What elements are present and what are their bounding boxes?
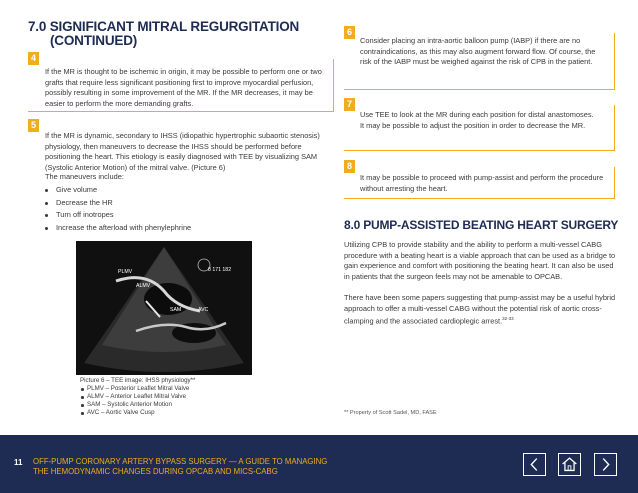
image-caption [80,377,195,417]
label-avc: AVC [198,307,209,313]
previous-page-button[interactable] [523,453,546,476]
section-title-main: 7.0 SIGNIFICANT MITRAL REGURGITATION [28,19,300,34]
list-item: Turn off inotropes [45,209,325,222]
footer-title-line-2: THE HEMODYNAMIC CHANGES DURING OPCAB AND MICS-CABG [33,467,278,477]
caption-item: SAM – Systolic Anterior Motion [80,401,195,409]
next-page-button[interactable] [594,453,617,476]
step-4-number: 4 [28,52,39,65]
chevron-left-icon [524,454,545,475]
caption-title: Picture 6 – TEE image: IHSS physiology** [80,377,196,384]
footer-title [33,457,327,478]
step-7-text: Use TEE to look at the MR during each position for distal anastomoses. It may be possible to adjust the position in order to decrease the MR. [360,110,594,130]
step-8-text: It may be possible to proceed with pump-assist and perform the procedure without arresting the heart. [360,173,604,193]
label-sam: SAM [170,307,182,313]
label-plmv: PLMV [118,269,133,275]
caption-item: AVC – Aortic Valve Cusp [80,409,195,417]
step-8-number: 8 [344,160,355,173]
label-scale: 8 171 182 [208,267,232,273]
home-icon [559,454,580,475]
page-number: 11 [14,458,23,467]
list-item: Increase the afterload with phenylephrine [45,222,325,235]
reference-superscript: 32-33 [502,316,514,322]
section-8-paragraph-2 [344,293,620,327]
footer-title-line-1: OFF-PUMP CORONARY ARTERY BYPASS SURGERY — A GUIDE TO MANAGING [33,457,328,466]
label-almv: ALMV [136,283,151,289]
tee-image [76,241,252,375]
chevron-right-icon [595,454,616,475]
home-button[interactable] [558,453,581,476]
section-8-paragraph-2-text: There have been some papers suggesting that pump-assist may be a useful hybrid approach to offer a multi-vessel CABG without the potential risk of aortic cross-clamping and the associated cardioplegic arrest. [344,293,616,326]
step-6-text: Consider placing an intra-aortic balloon pump (IABP) if there are no contraindications, as this may also augment forward flow. Of course, the risk of the IABP must be weighed against the risk of CPB in the patient. [360,36,596,67]
step-7-number: 7 [344,98,355,111]
list-item: Decrease the HR [45,197,325,210]
step-4-text: If the MR is thought to be ischemic in origin, it may be possible to perform one or two grafts that require less significant positioning first to improve myocardial perfusion, possibly resulting in some improvement of the MR. If the MR decreases, it may be easier to perform the more demanding grafts. [45,67,322,108]
caption-item: ALMV – Anterior Leaflet Mitral Valve [80,393,195,401]
maneuvers-intro: The maneuvers include: [45,172,124,181]
tee-image-graphic [76,241,252,375]
step-6-number: 6 [344,26,355,39]
maneuvers-list [45,184,325,234]
step-5-number: 5 [28,119,39,132]
caption-item: PLMV – Posterior Leaflet Mitral Valve [80,385,195,393]
list-item: Give volume [45,184,325,197]
section-8-title: 8.0 PUMP-ASSISTED BEATING HEART SURGERY [344,218,619,232]
section-title [28,20,328,48]
section-8-paragraph-1: Utilizing CPB to provide stability and the ability to perform a multi-vessel CABG procedure with a beating heart is a viable approach that can be used as a bridge to gain experience and comfort with positioning the beating heart. It can also be used in patients that the surgeon feels may not be amenable to OPCAB. [344,240,616,281]
section-title-continued: (CONTINUED) [50,33,138,48]
footnote: ** Property of Scott Sadel, MD, FASE [344,410,437,416]
step-5-text: If the MR is dynamic, secondary to IHSS (idiopathic hypertrophic subaortic stenosis) physiology, then maneuvers to decrease the IHSS should be performed before positioning the heart. This etiology is easily diagnosed with TEE by visualizing SAM (Systolic Anterior Motion) of the mitral valve. (Picture 6) [45,131,320,172]
